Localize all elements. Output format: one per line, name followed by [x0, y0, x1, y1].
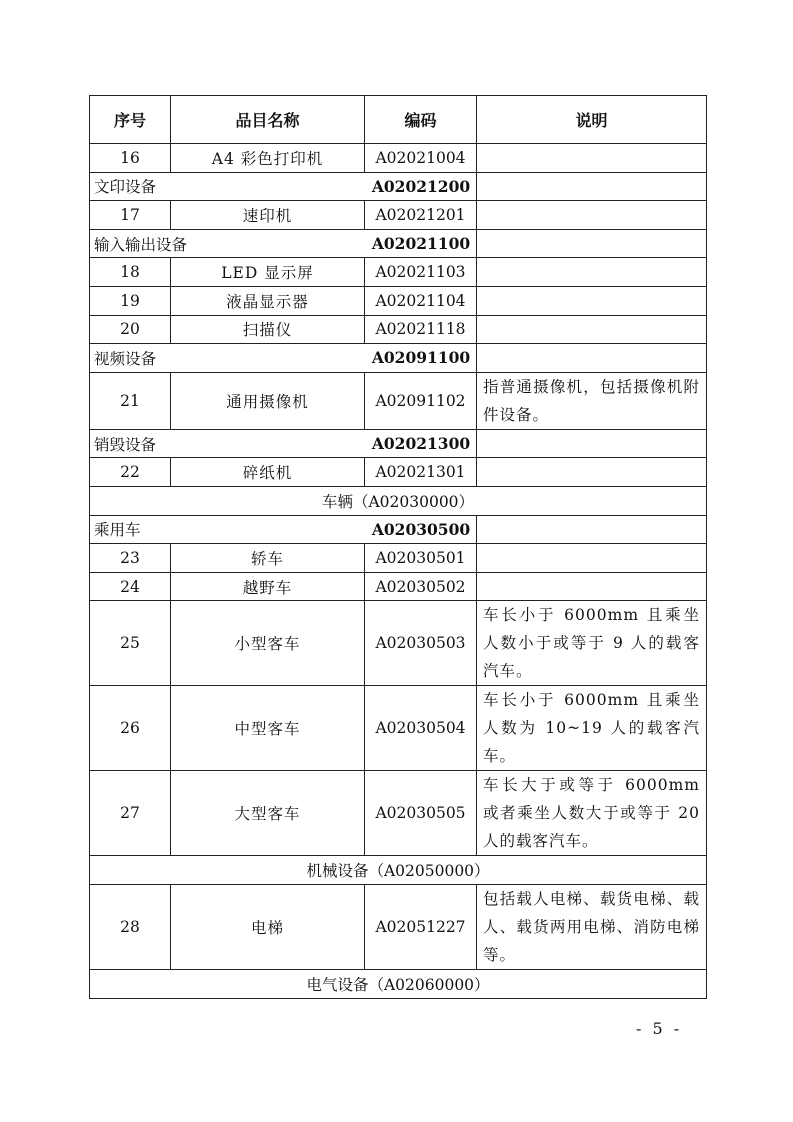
category-name	[90, 344, 477, 373]
header-code: 编码	[365, 96, 477, 144]
category-label: 视频设备	[94, 349, 157, 368]
row-desc	[477, 458, 707, 487]
row-seq: 17	[90, 201, 171, 230]
row-code: A02021104	[365, 286, 477, 315]
table-row	[90, 686, 707, 771]
row-code: A02030503	[365, 601, 477, 686]
category-row	[90, 229, 707, 258]
row-seq: 18	[90, 258, 171, 287]
category-label: 销毁设备	[94, 435, 157, 454]
table-row	[90, 544, 707, 573]
row-code: A02021301	[365, 458, 477, 487]
row-desc	[477, 201, 707, 230]
row-name: 液晶显示器	[171, 286, 365, 315]
row-seq: 22	[90, 458, 171, 487]
table-row	[90, 771, 707, 856]
row-desc	[477, 315, 707, 344]
row-desc	[477, 258, 707, 287]
table-row	[90, 572, 707, 601]
row-code: A02030501	[365, 544, 477, 573]
row-seq: 28	[90, 884, 171, 969]
row-seq: 16	[90, 144, 171, 173]
row-name: 电梯	[171, 884, 365, 969]
category-row	[90, 172, 707, 201]
category-code: A02021100	[371, 233, 471, 253]
row-seq: 27	[90, 771, 171, 856]
row-code: A02021118	[365, 315, 477, 344]
category-desc	[477, 344, 707, 373]
row-code: A02051227	[365, 884, 477, 969]
row-desc	[477, 286, 707, 315]
category-label: 输入输出设备	[94, 235, 188, 254]
category-code: A02091100	[371, 348, 471, 368]
category-name	[90, 229, 477, 258]
row-name: 扫描仪	[171, 315, 365, 344]
section-title: 电气设备（A02060000）	[90, 969, 707, 998]
header-name: 品目名称	[171, 96, 365, 144]
row-name: A4 彩色打印机	[171, 144, 365, 173]
row-seq: 25	[90, 601, 171, 686]
table-row	[90, 601, 707, 686]
table-row	[90, 201, 707, 230]
table-row	[90, 258, 707, 287]
table-row	[90, 315, 707, 344]
row-desc: 车长小于 6000mm 且乘坐人数小于或等于 9 人的载客汽车。	[477, 601, 707, 686]
row-name: 越野车	[171, 572, 365, 601]
section-row	[90, 969, 707, 998]
section-title: 机械设备（A02050000）	[90, 856, 707, 885]
row-desc: 车长大于或等于 6000mm 或者乘坐人数大于或等于 20 人的载客汽车。	[477, 771, 707, 856]
row-desc	[477, 544, 707, 573]
row-code: A02021004	[365, 144, 477, 173]
row-seq: 24	[90, 572, 171, 601]
header-desc: 说明	[477, 96, 707, 144]
row-name: 通用摄像机	[171, 372, 365, 429]
row-name: 速印机	[171, 201, 365, 230]
row-name: 轿车	[171, 544, 365, 573]
row-name: 碎纸机	[171, 458, 365, 487]
section-row	[90, 486, 707, 515]
category-code: A02021200	[371, 176, 471, 196]
category-code: A02021300	[371, 433, 471, 453]
table-row	[90, 458, 707, 487]
row-desc: 指普通摄像机，包括摄像机附件设备。	[477, 372, 707, 429]
category-row	[90, 515, 707, 544]
row-seq: 20	[90, 315, 171, 344]
category-desc	[477, 229, 707, 258]
table-row	[90, 286, 707, 315]
category-desc	[477, 429, 707, 458]
procurement-catalog-table	[89, 95, 707, 999]
category-label: 乘用车	[94, 521, 141, 540]
row-name: 大型客车	[171, 771, 365, 856]
page-number: - 5 -	[636, 1019, 683, 1038]
row-desc: 车长小于 6000mm 且乘坐人数为 10~19 人的载客汽车。	[477, 686, 707, 771]
table-row	[90, 144, 707, 173]
table-row	[90, 884, 707, 969]
category-code: A02030500	[371, 519, 471, 539]
category-name	[90, 429, 477, 458]
category-desc	[477, 172, 707, 201]
row-code: A02030504	[365, 686, 477, 771]
table-row	[90, 372, 707, 429]
category-desc	[477, 515, 707, 544]
row-code: A02021201	[365, 201, 477, 230]
row-desc	[477, 572, 707, 601]
section-row	[90, 856, 707, 885]
row-name: 中型客车	[171, 686, 365, 771]
row-seq: 26	[90, 686, 171, 771]
row-code: A02030505	[365, 771, 477, 856]
table-header-row	[90, 96, 707, 144]
category-row	[90, 429, 707, 458]
row-code: A02021103	[365, 258, 477, 287]
row-code: A02091102	[365, 372, 477, 429]
row-name: LED 显示屏	[171, 258, 365, 287]
row-seq: 23	[90, 544, 171, 573]
row-seq: 21	[90, 372, 171, 429]
category-name	[90, 172, 477, 201]
row-name: 小型客车	[171, 601, 365, 686]
category-row	[90, 344, 707, 373]
category-label: 文印设备	[94, 178, 157, 197]
row-code: A02030502	[365, 572, 477, 601]
category-name	[90, 515, 477, 544]
row-desc: 包括载人电梯、载货电梯、载人、载货两用电梯、消防电梯等。	[477, 884, 707, 969]
header-seq: 序号	[90, 96, 171, 144]
row-seq: 19	[90, 286, 171, 315]
row-desc	[477, 144, 707, 173]
section-title: 车辆（A02030000）	[90, 486, 707, 515]
